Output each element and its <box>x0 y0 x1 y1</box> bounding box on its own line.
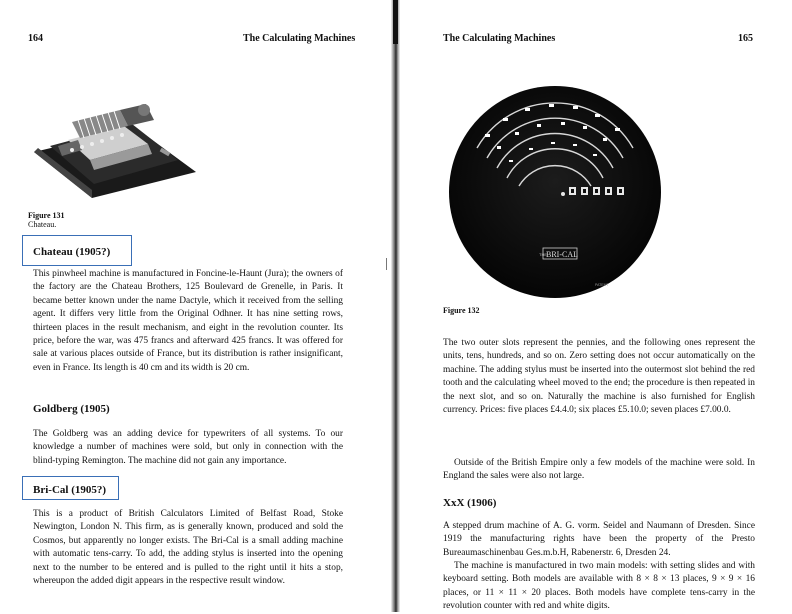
running-head-left: The Calculating Machines <box>243 33 356 44</box>
page-number-right: 165 <box>738 33 753 44</box>
right-page <box>400 0 792 612</box>
section-heading-chateau: Chateau (1905?) <box>33 246 111 258</box>
figure-132-number: Figure 132 <box>443 306 480 315</box>
section-heading-goldberg: Goldberg (1905) <box>33 403 110 415</box>
book-gutter <box>391 0 400 612</box>
paragraph-brical-sales: Outside of the British Empire only a few models of the machine were sold. In England the sales were also not large. <box>443 458 755 482</box>
highlight-box-brical <box>22 476 119 500</box>
paragraph-brical-continued: The two outer slots represent the pennies, and the following ones represent the units, tens, hundreds, and so on. Zero setting does not occur automatically on the machine. The adding stylus must be inserted into the outermost slot behind the red tooth and the calculating wheel moved to the end; the procedure is then repeated in the next slot, and so on. Naturally the machine is also furnished for English currency. Prices: five places £4.4.0; six places £5.10.0; seven places £7.00.0. <box>443 338 755 416</box>
gutter-shadow <box>393 0 398 44</box>
paragraph-xxx-2: The machine is manufactured in two main models: with setting slides and with keyboard setting. Both models are available with 8 × 8 × 13 places, 9 × 9 × 16 places, or 11 × 11 × 20 places. Both models have complete tens-carry in the revolution counter with red and white digits. <box>443 561 755 612</box>
dial-prefix: THE <box>539 252 547 257</box>
dial-brand-text: BRI-CAL <box>546 250 578 259</box>
section-heading-xxx: XxX (1906) <box>443 497 497 509</box>
left-page <box>0 0 396 612</box>
figure-131-caption: Chateau. <box>28 220 57 229</box>
section-heading-brical: Bri-Cal (1905?) <box>33 484 107 496</box>
highlight-box-chateau <box>22 235 132 266</box>
brical-dial-photo <box>445 82 665 300</box>
chateau-machine-photo <box>28 80 200 200</box>
paragraph-xxx-1: A stepped drum machine of A. G. vorm. Seidel and Naumann of Dresden. Since 1919 the manufacturing rights have been the property of the Presto Bureaumaschinenbau Ges.m.b.H, Rabenerstr. 6, Dresden 24. <box>443 521 755 558</box>
margin-mark <box>386 258 387 270</box>
page-number-left: 164 <box>28 33 43 44</box>
paragraph-brical: This is a product of British Calculators Limited of Belfast Road, Stoke Newington, London N. This firm, as is generally known, produced and sold the Cosmos, but apparently no longer exists. The Bri-Cal is a small adding machine with automatic tens-carry. To add, the adding stylus is inserted into the opening next to the number to be entered and is pulled to the right until it hits a stop, whereupon the added digit appears in the respective result window. <box>33 509 343 587</box>
figure-131-number: Figure 131 <box>28 211 65 220</box>
paragraph-chateau: This pinwheel machine is manufactured in Foncine-le-Haunt (Jura); the owners of the factory are the Chateau Brothers, 125 Boulevard de Grenelle, in Paris. It became better known under the name Dactyle, which it received from the selling agent. It differs very little from the Original Odhner. It has nine setting rows, thirteen places in the result mechanism, and eight in the revolution counter. Its price, before the war, was 475 francs and afterward 425 francs. It was offered for sale at various places outside of France, but its distribution is rather insignificant, even in France. Its length is 40 cm and its width is 20 cm. <box>33 269 343 373</box>
paragraph-goldberg: The Goldberg was an adding device for typewriters of all systems. To our knowledge a number of machines were sold, but only in connection with the blind-typing Remington. The machine did not gain any importance. <box>33 429 343 466</box>
dial-patent-text: PATENT <box>595 283 609 287</box>
running-head-right: The Calculating Machines <box>443 33 556 44</box>
